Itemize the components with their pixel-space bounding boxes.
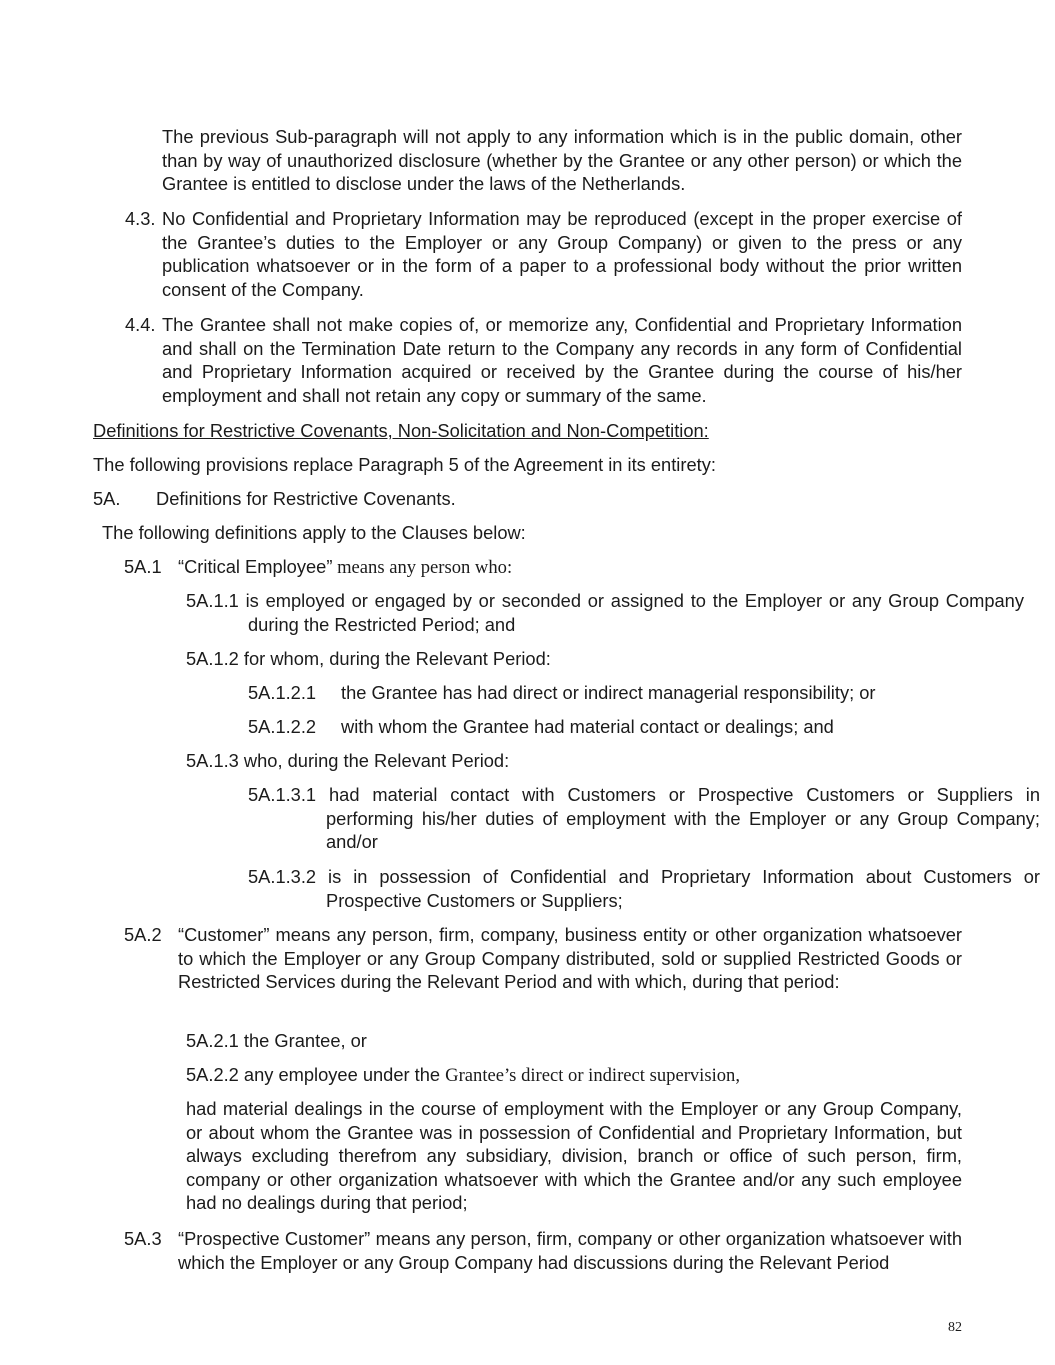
section-5a121-number: 5A.1.2.1 [248, 682, 317, 703]
section-5a11: 5A.1.1 is employed or engaged by or seconded or assigned to the Employer or any Group Company during the Restricted Period; and [186, 590, 1024, 635]
section-4-4-number: 4.4. [125, 314, 156, 335]
definitions-heading: Definitions for Restrictive Covenants, Non-Solicitation and Non-Competition: [93, 420, 709, 441]
section-5a-number: 5A. [93, 488, 121, 509]
section-5a12: 5A.1.2 for whom, during the Relevant Period: [186, 648, 551, 669]
material-dealings-paragraph: had material dealings in the course of employment with the Employer or any Group Company, or about whom the Grantee was in possession of Confidential and Proprietary Information, but always excluding therefrom any subsidiary, division, branch or office of such person, firm, company or other organization whatsoever with which the Grantee and/or any such employee had no dealings during that period; [186, 1098, 962, 1213]
section-5a22-rest: Grantee’s direct or indirect supervision, [445, 1065, 740, 1086]
section-4-3-number: 4.3. [125, 208, 156, 229]
intro-paragraph: The previous Sub-paragraph will not apply to any information which is in the public domain, other than by way of unauthorized disclosure (whether by the Grantee or any other person) or which the Grantee is entitled to disclose under the laws of the Netherlands. [162, 126, 962, 194]
page-number: 82 [948, 1320, 962, 1335]
section-5a3-number: 5A.3 [124, 1228, 162, 1249]
section-4-4-text: The Grantee shall not make copies of, or memorize any, Confidential and Proprietary Information and shall on the Termination Date return to the Company any records in any form of Confidential and Proprietary Information acquired or received by the Grantee during the course of his/her employment and shall not retain any copy or summary of the same. [162, 314, 962, 406]
section-5a2-text: “Customer” means any person, firm, company, business entity or other organization whatsoever to which the Employer or any Group Company distributed, sold or supplied Restricted Goods or Restricted Services during the Relevant Period and with which, during that period: [178, 924, 962, 992]
section-5a122-text: with whom the Grantee had material contact or dealings; and [341, 716, 834, 737]
section-5a2-number: 5A.2 [124, 924, 162, 945]
replacement-note: The following provisions replace Paragraph 5 of the Agreement in its entirety: [93, 454, 716, 475]
definitions-intro: The following definitions apply to the Clauses below: [102, 522, 526, 543]
section-4-3-text: No Confidential and Proprietary Information may be reproduced (except in the proper exercise of the Grantee’s duties to the Employer or any Group Company) or given to the press or any publication whatsoever or in the form of a paper to a professional body without the prior written consent of the Company. [162, 208, 962, 300]
section-5a132: 5A.1.3.2 is in possession of Confidential and Proprietary Information about Customers or Prospective Customers or Suppliers; [248, 866, 1040, 911]
section-5a131: 5A.1.3.1 had material contact with Customers or Prospective Customers or Suppliers in performing his/her duties of employment with the Employer or any Group Company; and/or [248, 784, 1040, 852]
section-5a1-heading [178, 555, 512, 580]
section-5a22-lead: 5A.2.2 any employee under the [186, 1064, 446, 1085]
critical-employee-term: “Critical Employee” [178, 556, 333, 577]
section-5a121-text: the Grantee has had direct or indirect managerial responsibility; or [341, 682, 876, 703]
section-5a3-text: “Prospective Customer” means any person, firm, company or other organization whatsoever with which the Employer or any Group Company had discussions during the Relevant Period [178, 1228, 962, 1273]
section-5a122-number: 5A.1.2.2 [248, 716, 317, 737]
section-5a-title: Definitions for Restrictive Covenants. [156, 488, 456, 509]
section-5a1-number: 5A.1 [124, 556, 162, 577]
section-5a13: 5A.1.3 who, during the Relevant Period: [186, 750, 510, 771]
section-5a22 [186, 1063, 740, 1088]
section-5a21: 5A.2.1 the Grantee, or [186, 1030, 367, 1051]
critical-employee-definition: means any person who: [332, 557, 513, 578]
